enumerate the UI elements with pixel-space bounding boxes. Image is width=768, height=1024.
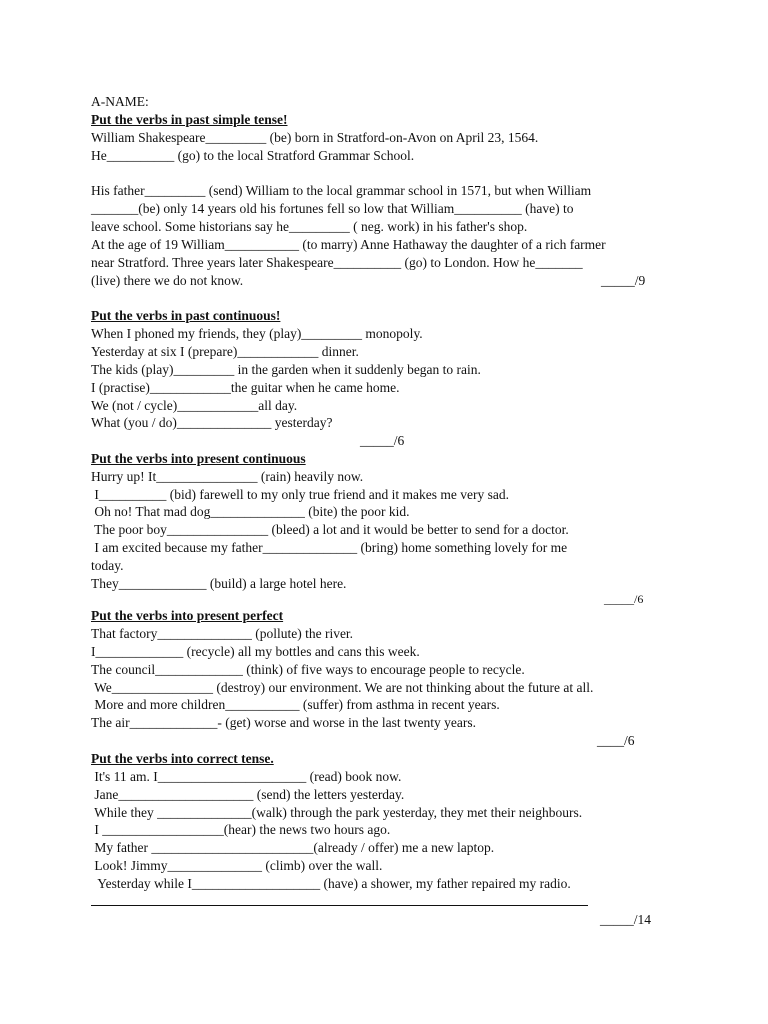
exercise-line: I __________________(hear) the news two hours ago. bbox=[91, 822, 391, 837]
section-heading-past-simple: Put the verbs in past simple tense! bbox=[91, 112, 288, 127]
exercise-line: The air_____________- (get) worse and worse in the last twenty years. bbox=[91, 715, 477, 730]
section-heading-past-continuous: Put the verbs in past continuous! bbox=[91, 308, 281, 323]
exercise-line: Jane____________________ (send) the letters yesterday. bbox=[91, 787, 405, 802]
exercise-line: Oh no! That mad dog______________ (bite) the poor kid. bbox=[91, 504, 410, 519]
exercise-line: Look! Jimmy______________ (climb) over the wall. bbox=[91, 858, 383, 873]
exercise-line: William Shakespeare_________ (be) born in Stratford-on-Avon on April 23, 1564. bbox=[91, 130, 539, 145]
exercise-line: More and more children___________ (suffer) from asthma in recent years. bbox=[91, 697, 500, 712]
exercise-line: (live) there we do not know. bbox=[91, 273, 244, 288]
exercise-line: Yesterday while I___________________ (have) a shower, my father repaired my radio. bbox=[91, 876, 571, 891]
score-box: _____/6 bbox=[604, 592, 644, 606]
exercise-line: While they ______________(walk) through the park yesterday, they met their neighbours. bbox=[91, 805, 583, 820]
score-box: ____/6 bbox=[597, 733, 635, 748]
section-heading-present-continuous: Put the verbs into present continuous bbox=[91, 451, 306, 466]
exercise-line: The kids (play)_________ in the garden when it suddenly began to rain. bbox=[91, 362, 481, 377]
exercise-line: Yesterday at six I (prepare)____________ dinner. bbox=[91, 344, 359, 359]
name-label: A-NAME: bbox=[91, 94, 149, 109]
exercise-line: We_______________ (destroy) our environment. We are not thinking about the future at all. bbox=[91, 680, 594, 695]
score-box: _____/14 bbox=[600, 912, 652, 927]
exercise-line: I (practise)____________the guitar when he came home. bbox=[91, 380, 400, 395]
exercise-line: near Stratford. Three years later Shakespeare__________ (go) to London. How he_______ bbox=[91, 255, 583, 270]
exercise-line: It's 11 am. I______________________ (read) book now. bbox=[91, 769, 402, 784]
exercise-line: The poor boy_______________ (bleed) a lot and it would be better to send for a doctor. bbox=[91, 522, 569, 537]
exercise-line: When I phoned my friends, they (play)_________ monopoly. bbox=[91, 326, 423, 341]
exercise-line: Hurry up! It_______________ (rain) heavily now. bbox=[91, 469, 364, 484]
exercise-line: That factory______________ (pollute) the river. bbox=[91, 626, 354, 641]
exercise-line: They_____________ (build) a large hotel here. bbox=[91, 576, 347, 591]
exercise-line: I__________ (bid) farewell to my only true friend and it makes me very sad. bbox=[91, 487, 510, 502]
exercise-line: He__________ (go) to the local Stratford Grammar School. bbox=[91, 148, 415, 163]
divider-line bbox=[91, 905, 588, 906]
score-box: _____/6 bbox=[360, 433, 405, 448]
section-heading-correct-tense: Put the verbs into correct tense. bbox=[91, 751, 274, 766]
exercise-line: I am excited because my father______________ (bring) home something lovely for me bbox=[91, 540, 568, 555]
exercise-line: We (not / cycle)____________all day. bbox=[91, 398, 298, 413]
exercise-line: His father_________ (send) William to the local grammar school in 1571, but when William bbox=[91, 183, 592, 198]
exercise-line: I_____________ (recycle) all my bottles and cans this week. bbox=[91, 644, 420, 659]
exercise-line: today. bbox=[91, 558, 124, 573]
exercise-line: At the age of 19 William___________ (to marry) Anne Hathaway the daughter of a rich farmer bbox=[91, 237, 606, 252]
exercise-line: _______(be) only 14 years old his fortunes fell so low that William__________ (have) to bbox=[91, 201, 574, 216]
score-box: _____/9 bbox=[601, 273, 646, 288]
exercise-line: The council_____________ (think) of five ways to encourage people to recycle. bbox=[91, 662, 525, 677]
exercise-line: What (you / do)______________ yesterday? bbox=[91, 415, 333, 430]
section-heading-present-perfect: Put the verbs into present perfect bbox=[91, 608, 284, 623]
exercise-line: leave school. Some historians say he_________ ( neg. work) in his father's shop. bbox=[91, 219, 528, 234]
exercise-line: My father ________________________(already / offer) me a new laptop. bbox=[91, 840, 495, 855]
